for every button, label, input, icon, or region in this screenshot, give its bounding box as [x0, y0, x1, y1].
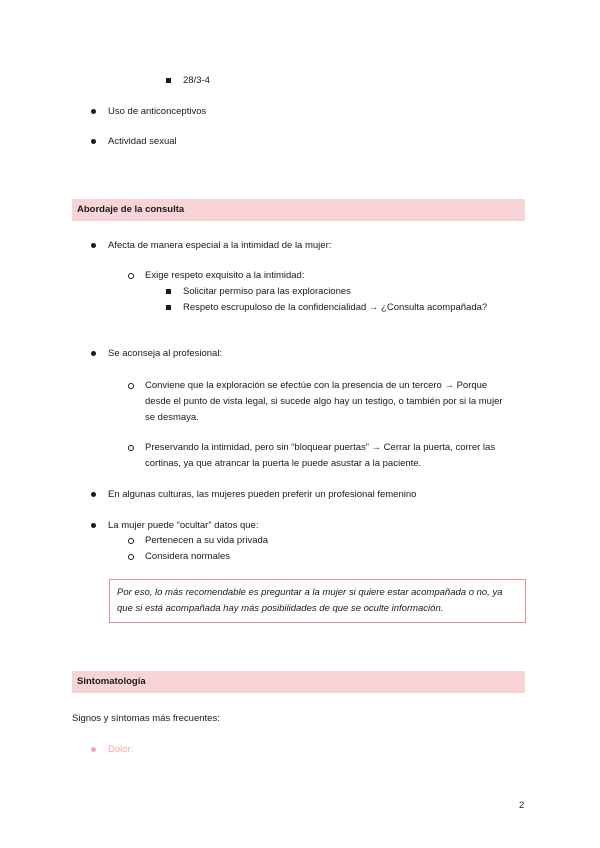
page-number: 2 [519, 800, 525, 811]
disc-bullet-icon [89, 742, 97, 757]
circle-bullet-icon [127, 268, 135, 283]
list-item [127, 549, 230, 564]
list-item-text: Se aconseja al profesional: [108, 348, 223, 359]
circle-bullet-icon [127, 440, 135, 455]
list-item-text: Exige respeto exquisito a la intimidad: [145, 270, 305, 281]
list-item [89, 346, 222, 361]
list-item-text: Dolor: [108, 744, 134, 755]
square-bullet-icon [164, 284, 172, 299]
disc-bullet-icon [89, 134, 97, 149]
note-line: Por eso, lo más recomendable es preguntar a la mujer si quiere estar acompañada o no, ya [117, 587, 503, 598]
disc-bullet-icon [89, 518, 97, 533]
text-line: Conviene que la exploración se efectúe con la presencia de un tercero → Porque [145, 380, 488, 391]
intro-text: Signos y síntomas más frecuentes: [72, 713, 220, 724]
list-item [164, 284, 351, 299]
list-item [127, 268, 304, 283]
section-heading-sintomatologia: Sintomatología [72, 671, 525, 693]
list-item [127, 378, 503, 426]
section-heading-abordaje: Abordaje de la consulta [72, 199, 525, 221]
list-item [164, 300, 487, 315]
list-item-text: Considera normales [145, 551, 231, 562]
list-item-text: Solicitar permiso para las exploraciones [183, 286, 351, 297]
list-item [127, 533, 268, 548]
list-item [89, 487, 416, 502]
disc-bullet-icon [89, 346, 97, 361]
square-bullet-icon [164, 300, 172, 315]
list-item [164, 73, 210, 88]
list-item-text: Respeto escrupuloso de la confidencialidad → ¿Consulta acompañada? [183, 302, 488, 313]
list-item-text: Actividad sexual [108, 136, 177, 147]
list-item [89, 742, 133, 757]
text-line: cortinas, ya que atrancar la puerta le puede asustar a la paciente. [145, 458, 422, 469]
disc-bullet-icon [89, 238, 97, 253]
list-item [89, 518, 259, 533]
list-item-text: En algunas culturas, las mujeres pueden preferir un profesional femenino [108, 489, 417, 500]
note-line: que si está acompañada hay más posibilidades de que se oculte información. [117, 603, 444, 614]
list-item-text: La mujer puede “ocultar” datos que: [108, 520, 259, 531]
circle-bullet-icon [127, 533, 135, 548]
list-item-text: 28/3-4 [183, 75, 210, 86]
disc-bullet-icon [89, 487, 97, 502]
list-item-text: Afecta de manera especial a la intimidad de la mujer: [108, 240, 332, 251]
text-line: desde el punto de vista legal, si sucede algo hay un testigo, o también por si la mujer [145, 396, 503, 407]
square-bullet-icon [164, 73, 172, 88]
list-item-text: Uso de anticonceptivos [108, 106, 207, 117]
list-item [89, 134, 177, 149]
list-item-text [145, 378, 503, 426]
text-line: Preservando la intimidad, pero sin “bloquear puertas” → Cerrar la puerta, correr las [145, 442, 496, 453]
circle-bullet-icon [127, 549, 135, 564]
disc-bullet-icon [89, 104, 97, 119]
list-item [89, 104, 206, 119]
circle-bullet-icon [127, 378, 135, 393]
list-item [127, 440, 495, 472]
text-line: se desmaya. [145, 412, 199, 423]
list-item-text: Pertenecen a su vida privada [145, 535, 269, 546]
list-item [89, 238, 331, 253]
list-item-text [145, 440, 495, 472]
note-box [109, 579, 526, 623]
